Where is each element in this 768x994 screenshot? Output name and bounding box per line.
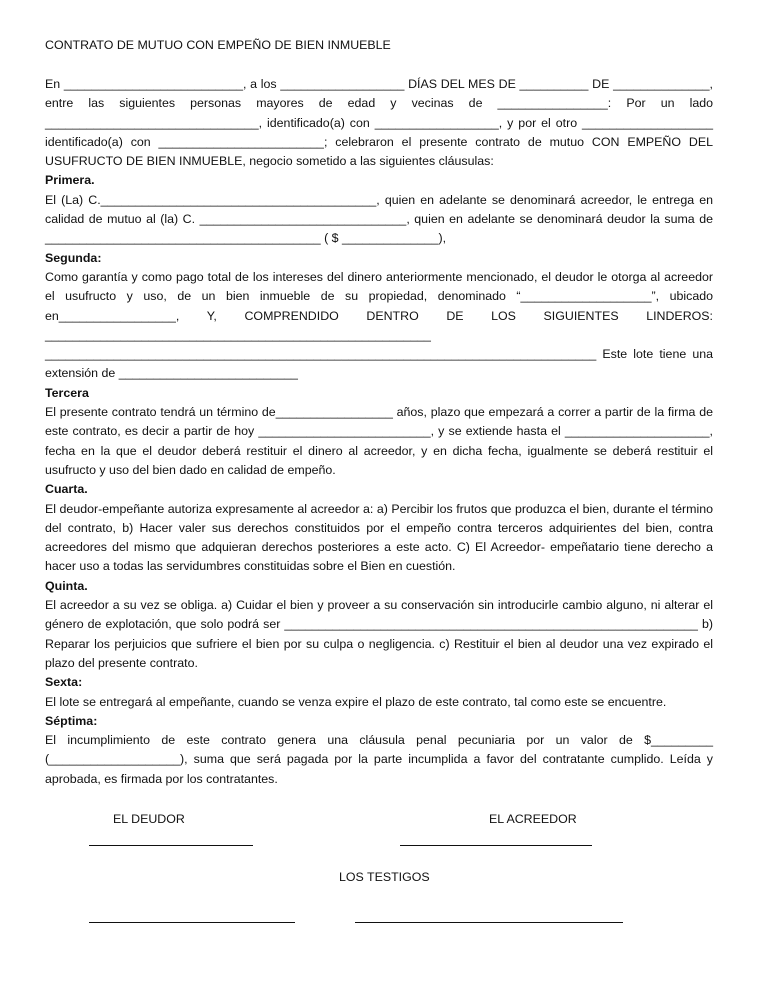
clause-6-heading: Sexta: <box>45 675 83 690</box>
clause-4-heading: Cuarta. <box>45 482 88 497</box>
debtor-signature-line <box>89 845 253 846</box>
clause-7-text: El incumplimiento de este contrato genera una cláusula penal pecuniaria por un valor de $_________ (___________________), suma que será pagada por la parte incumplida a favor del contratante cumplido. Leída y aprobada, es firmada por los contratantes. <box>45 733 713 786</box>
clause-4-text: El deudor-empeñante autoriza expresamente al acreedor a: a) Percibir los frutos que produzca el bien, durante el término del contrato, b) Hacer valer sus derechos constituidos por el empeño contra terceros adquirientes del bien, contra acreedores del mismo que adquieran derechos posteriores a este acto. C) El Acreedor- empeñatario tiene derecho a hacer uso a todas las servidumbres constituidas sobre el Bien en cuestión. <box>45 501 713 574</box>
clause-6-text: El lote se entregará al empeñante, cuando se venza expire el plazo de este contrato, tal como este se encuentre. <box>45 694 667 709</box>
witnesses-label: LOS TESTIGOS <box>339 870 430 884</box>
clause-1-heading: Primera. <box>45 173 95 188</box>
document-title: CONTRATO DE MUTUO CON EMPEÑO DE BIEN INMUEBLE <box>45 38 391 52</box>
clause-2-text: Como garantía y como pago total de los intereses del dinero anteriormente mencionado, el deudor le otorga al acreedor el usufructo y uso, de un bien inmueble de su propiedad, denominado “___________________”, ubicado en_________________, Y, COMPRENDIDO DENTRO DE LOS SIGUIENTES LINDEROS: ________________________________________________________ ________________________________________________________________________________ Este lote tiene una extensión de __________________________ <box>45 269 713 381</box>
clause-7-heading: Séptima: <box>45 713 98 728</box>
intro-paragraph: En __________________________, a los __________________ DÍAS DEL MES DE __________ DE ______________, entre las siguientes personas mayores de edad y vecinas de ________________: Por un lado _______________________________, identificado(a) con __________________, y por el otro ___________________ identificado(a) con ________________________; celebraron el presente contrato de mutuo CON EMPEÑO DEL USUFRUCTO DE BIEN INMUEBLE, negocio sometido a las siguientes cláusulas: <box>45 77 713 169</box>
clause-2-heading: Segunda: <box>45 250 102 265</box>
debtor-label: EL DEUDOR <box>113 812 185 826</box>
witness-1-signature-line <box>89 922 295 923</box>
clause-5-heading: Quinta. <box>45 578 88 593</box>
clause-1-text: El (La) C.________________________________________, quien en adelante se denominará acreedor, le entrega en calidad de mutuo al (la) C. ______________________________, quien en adelante se denominará deudor la suma de ________________________________________ ( $ ______________), <box>45 192 713 246</box>
contract-document <box>45 37 713 789</box>
clause-3-heading: Tercera <box>45 385 89 400</box>
creditor-label: EL ACREEDOR <box>489 812 577 826</box>
clause-5-text: El acreedor a su vez se obliga. a) Cuidar el bien y proveer a su conservación sin introducirle cambio alguno, ni alterar el género de explotación, que solo podrá ser ____________________________________________________________ b) Reparar los perjuicios que sufriere el bien por su culpa o negligencia. c) Restituir el bien al deudor una vez expirado el plazo del presente contrato. <box>45 598 713 670</box>
witness-2-signature-line <box>355 922 623 923</box>
creditor-signature-line <box>400 845 592 846</box>
clause-3-text: El presente contrato tendrá un término de_________________ años, plazo que empezará a correr a partir de la firma de este contrato, es decir a partir de hoy _________________________, y se extiende hasta el _____________________, fecha en la que el deudor deberá restituir el dinero al acreedor, y en dicha fecha, igualmente se deberá restituir el usufructo y uso del bien dado en calidad de empeño. <box>45 405 713 477</box>
